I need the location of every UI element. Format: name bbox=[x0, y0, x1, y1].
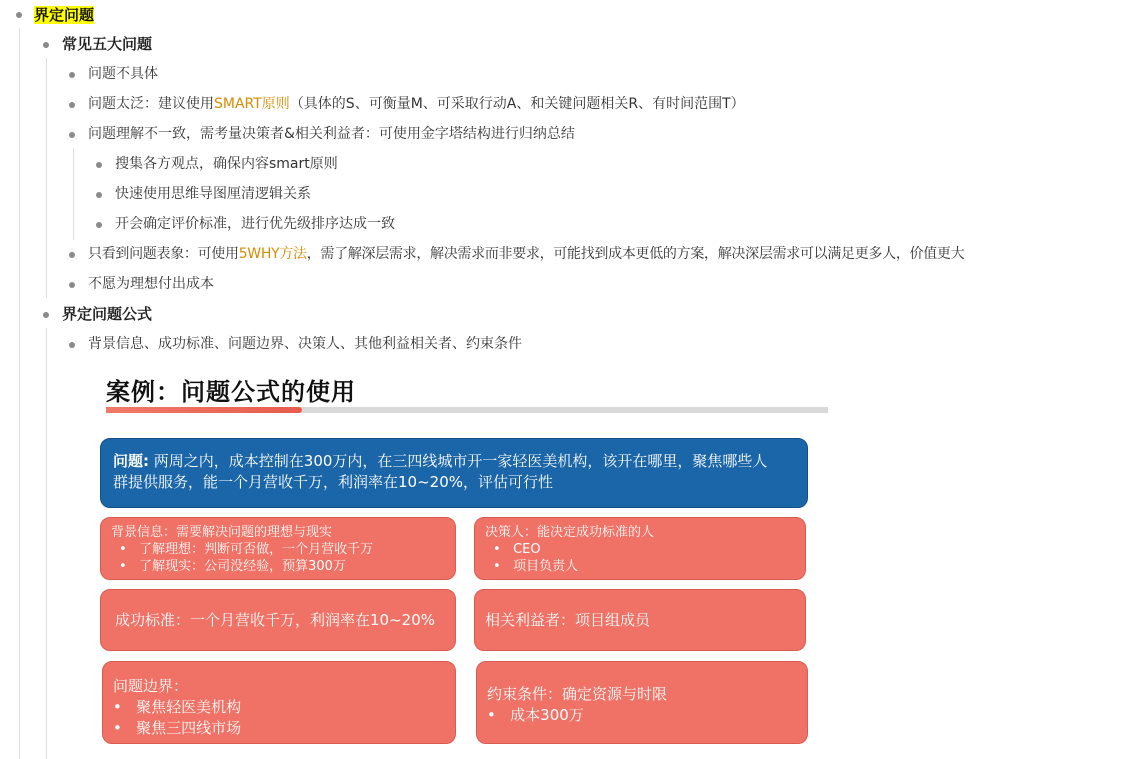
indent-guide-level3 bbox=[73, 148, 74, 240]
background-head: 背景信息：需要解决问题的理想与现实 bbox=[111, 525, 333, 540]
boundary-bullet-1-text: 聚焦轻医美机构 bbox=[136, 698, 242, 716]
bullet-s1-p3 bbox=[69, 132, 75, 138]
s1-item-2-post: （具体的S、可衡量M、可采取行动A、和关键问题相关R、有时间范围T） bbox=[289, 96, 745, 112]
section1-label[interactable]: 常见五大问题 bbox=[62, 35, 153, 53]
bullet-s1-p3-sub1 bbox=[96, 162, 102, 168]
decision-bullet-2 bbox=[485, 558, 805, 575]
s1-item-4-pre: 只看到问题表象：可使用 bbox=[88, 246, 239, 262]
s1-item-3[interactable]: 问题理解不一致，需考量决策者&相关利益者：可使用金字塔结构进行归纳总结 bbox=[88, 126, 575, 142]
case-title-underline bbox=[106, 407, 828, 413]
background-bullet-1 bbox=[111, 541, 455, 558]
boundary-bullet-2-mark: • bbox=[113, 719, 122, 737]
background-bullet-2 bbox=[111, 558, 455, 575]
constraints-bullet-1 bbox=[487, 705, 807, 726]
bullet-root bbox=[16, 12, 22, 18]
bullet-s1-p2 bbox=[69, 102, 75, 108]
stakeholders-box bbox=[474, 589, 806, 651]
bullet-s1-p5 bbox=[69, 282, 75, 288]
indent-guide-level2a bbox=[46, 58, 47, 298]
bullet-s2-p1 bbox=[69, 342, 75, 348]
outline-root[interactable] bbox=[34, 5, 94, 25]
boundary-bullet-1-mark: • bbox=[113, 698, 122, 716]
s2-item-1[interactable]: 背景信息、成功标准、问题边界、决策人、其他利益相关者、约束条件 bbox=[88, 336, 522, 352]
s1-item-4-post: ，需了解深层需求，解决需求而非要求，可能找到成本更低的方案，解决深层需求可以满足更多人，价值更大 bbox=[306, 246, 965, 262]
decision-bullet-1-mark: • bbox=[493, 542, 501, 557]
s1-item-3-sub-2[interactable]: 快速使用思维导图厘清逻辑关系 bbox=[115, 186, 311, 202]
decision-bullet-2-text: 项目负责人 bbox=[513, 559, 579, 574]
constraints-head: 约束条件：确定资源与时限 bbox=[487, 685, 668, 703]
constraints-bullet-1-mark: • bbox=[487, 706, 496, 724]
bullet-s1-p4 bbox=[69, 252, 75, 258]
background-bullet-2-text: 了解现实：公司没经验，预算300万 bbox=[139, 559, 346, 574]
problem-label: 问题: bbox=[113, 452, 149, 470]
boundary-bullet-2 bbox=[113, 718, 455, 739]
s1-item-1[interactable]: 问题不具体 bbox=[88, 66, 158, 82]
case-title-underline-accent bbox=[106, 407, 302, 413]
bullet-s1-p3-sub2 bbox=[96, 192, 102, 198]
s1-item-3-sub-3[interactable]: 开会确定评价标准，进行优先级排序达成一致 bbox=[115, 216, 395, 232]
background-bullet-1-text: 了解理想：判断可否做，一个月营收千万 bbox=[139, 542, 374, 557]
problem-box bbox=[100, 438, 808, 508]
section2-label[interactable]: 界定问题公式 bbox=[62, 305, 153, 323]
root-label-highlighted: 界定问题 bbox=[34, 6, 95, 24]
background-bullet-2-mark: • bbox=[119, 559, 127, 574]
bullet-section2 bbox=[43, 312, 49, 318]
decision-bullet-1-text: CEO bbox=[513, 542, 541, 557]
decision-bullet-2-mark: • bbox=[493, 559, 501, 574]
constraints-bullet-1-text: 成本300万 bbox=[510, 706, 584, 724]
smart-link[interactable]: SMART原则 bbox=[214, 96, 290, 112]
s1-item-5[interactable]: 不愿为理想付出成本 bbox=[88, 276, 214, 292]
bullet-s1-p3-sub3 bbox=[96, 222, 102, 228]
success-box bbox=[100, 589, 456, 651]
boundary-head: 问题边界： bbox=[113, 677, 189, 695]
boundary-bullet-1 bbox=[113, 697, 455, 718]
decision-head: 决策人：能决定成功标准的人 bbox=[485, 525, 655, 540]
problem-line-2: 群提供服务，能一个月营收千万，利润率在10~20%，评估可行性 bbox=[113, 473, 553, 491]
success-text: 成功标准：一个月营收千万，利润率在10~20% bbox=[115, 610, 435, 629]
5why-link[interactable]: 5WHY方法 bbox=[238, 246, 307, 262]
boundary-bullet-2-text: 聚焦三四线市场 bbox=[136, 719, 242, 737]
s1-item-2[interactable] bbox=[88, 94, 745, 114]
background-box bbox=[100, 517, 456, 580]
bullet-section1 bbox=[43, 42, 49, 48]
indent-guide-level2b bbox=[46, 328, 47, 759]
background-bullet-1-mark: • bbox=[119, 542, 127, 557]
problem-line-1 bbox=[113, 451, 795, 472]
decision-box bbox=[474, 517, 806, 580]
bullet-s1-p1 bbox=[69, 72, 75, 78]
constraints-box bbox=[476, 661, 808, 744]
case-title: 案例：问题公式的使用 bbox=[106, 378, 356, 406]
indent-guide-level1 bbox=[19, 28, 20, 759]
decision-bullet-1 bbox=[485, 541, 805, 558]
problem-text-1: 两周之内，成本控制在300万内，在三四线城市开一家轻医美机构，该开在哪里，聚焦哪些人 bbox=[149, 452, 768, 470]
s1-item-3-sub-1[interactable]: 搜集各方观点，确保内容smart原则 bbox=[115, 156, 338, 172]
s1-item-4[interactable] bbox=[88, 244, 964, 264]
stakeholders-text: 相关利益者：项目组成员 bbox=[485, 610, 651, 629]
boundary-box bbox=[102, 661, 456, 744]
s1-item-2-pre: 问题太泛：建议使用 bbox=[88, 96, 214, 112]
case-figure bbox=[98, 366, 830, 750]
